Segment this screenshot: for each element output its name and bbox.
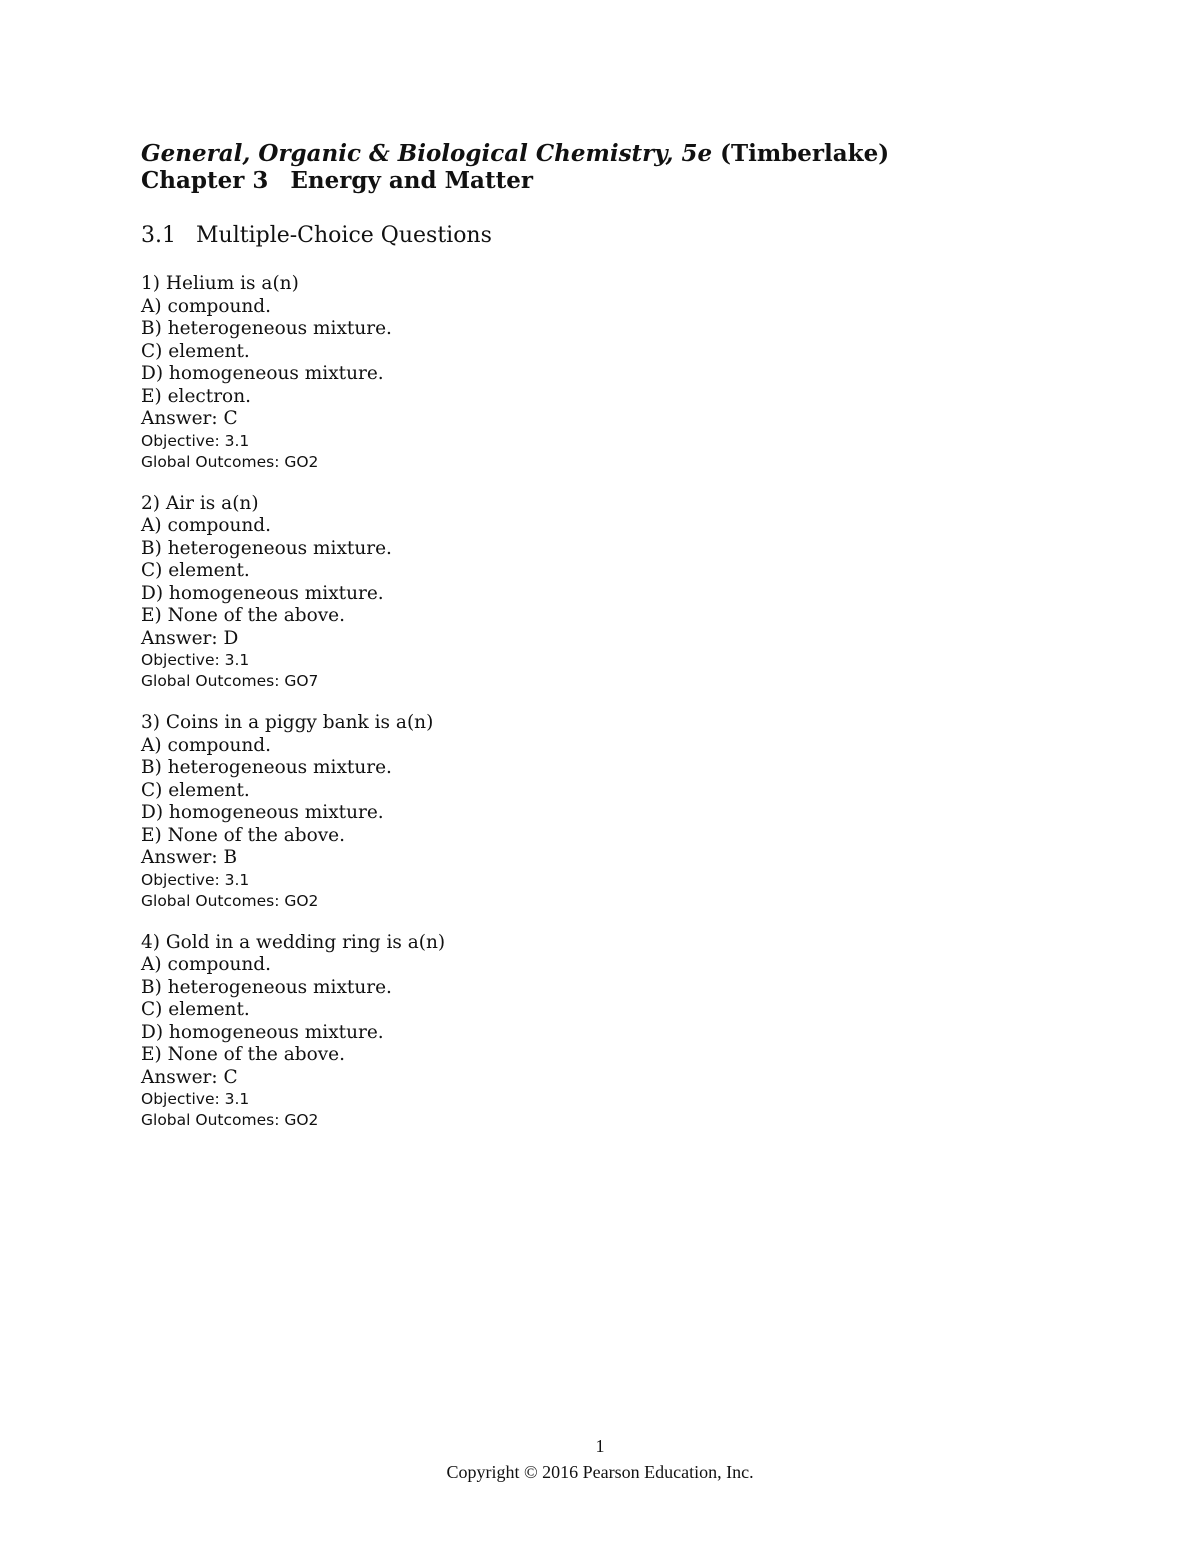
choice-b: B) heterogeneous mixture. [141, 318, 392, 339]
section-title: Multiple-Choice Questions [196, 223, 492, 248]
objective: Objective: 3.1 [141, 431, 250, 450]
question-4 [141, 932, 1061, 1132]
chapter-heading [141, 167, 1061, 194]
global-outcomes: Global Outcomes: GO2 [141, 1111, 319, 1129]
book-title-line [141, 140, 1061, 167]
choice-c: C) element. [141, 340, 250, 362]
choice-b: B) heterogeneous mixture. [141, 976, 392, 998]
global-outcomes: Global Outcomes: GO7 [141, 672, 319, 690]
objective: Objective: 3.1 [141, 651, 250, 669]
choice-d: D) homogeneous mixture. [141, 1021, 384, 1043]
question-1 [141, 273, 1061, 473]
question-3 [141, 712, 1061, 912]
question-stem: 4) Gold in a wedding ring is a(n) [141, 931, 446, 953]
section-heading [141, 222, 1061, 249]
choice-a: A) compound. [141, 515, 272, 536]
choice-d: D) homogeneous mixture. [141, 582, 384, 604]
answer: Answer: D [141, 627, 239, 649]
chapter-title: Energy and Matter [290, 167, 533, 194]
choice-b: B) heterogeneous mixture. [141, 757, 392, 778]
question-stem: 1) Helium is a(n) [141, 273, 299, 294]
page-content [141, 140, 1061, 1151]
choice-a: A) compound. [141, 295, 272, 317]
answer: Answer: B [141, 847, 238, 868]
objective: Objective: 3.1 [141, 870, 250, 889]
answer: Answer: C [141, 1066, 238, 1088]
choice-a: A) compound. [141, 734, 272, 756]
global-outcomes: Global Outcomes: GO2 [141, 452, 319, 471]
copyright-notice: Copyright © 2016 Pearson Education, Inc. [446, 1462, 754, 1482]
choice-a: A) compound. [141, 954, 272, 975]
choice-d: D) homogeneous mixture. [141, 363, 384, 384]
question-stem: 2) Air is a(n) [141, 492, 259, 514]
section-number: 3.1 [141, 223, 176, 248]
question-2 [141, 493, 1061, 693]
choice-c: C) element. [141, 999, 250, 1020]
question-list [141, 273, 1061, 1131]
choice-e: E) None of the above. [141, 824, 346, 846]
page-number: 1 [595, 1436, 605, 1456]
objective: Objective: 3.1 [141, 1090, 250, 1108]
choice-b: B) heterogeneous mixture. [141, 537, 392, 559]
choice-d: D) homogeneous mixture. [141, 802, 384, 823]
book-title: General, Organic & Biological Chemistry, 5e [141, 140, 713, 167]
choice-e: E) None of the above. [141, 605, 346, 626]
author: (Timberlake) [720, 140, 890, 167]
chapter-number: Chapter 3 [141, 167, 269, 194]
choice-c: C) element. [141, 779, 250, 801]
question-stem: 3) Coins in a piggy bank is a(n) [141, 712, 434, 733]
answer: Answer: C [141, 408, 238, 429]
choice-e: E) electron. [141, 385, 251, 407]
choice-e: E) None of the above. [141, 1044, 346, 1065]
choice-c: C) element. [141, 560, 250, 581]
global-outcomes: Global Outcomes: GO2 [141, 891, 319, 910]
